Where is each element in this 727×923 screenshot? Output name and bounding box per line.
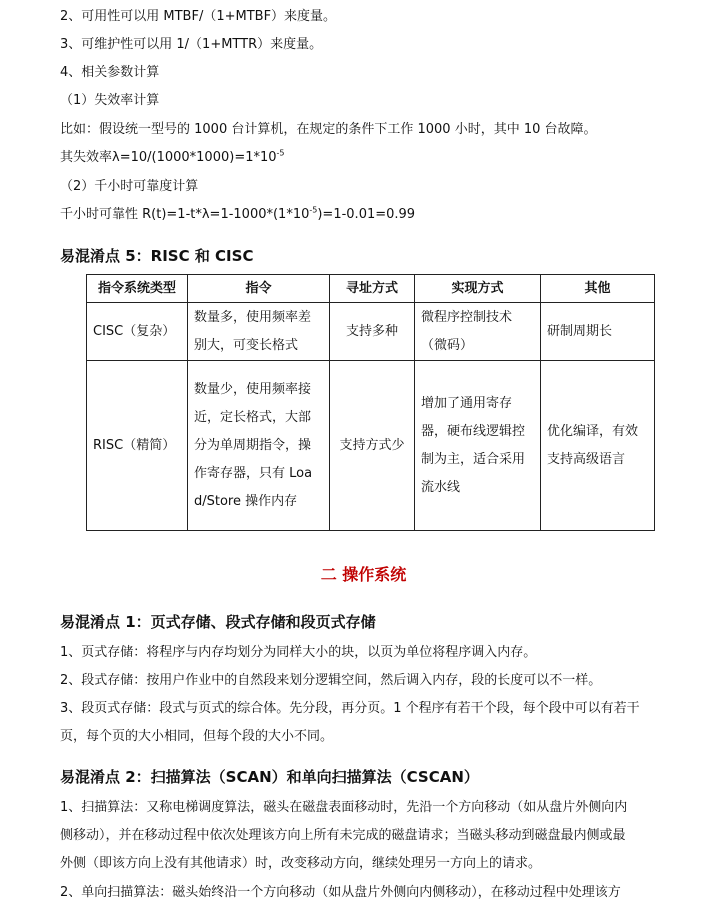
section-title-os: 二 操作系统 <box>320 565 407 584</box>
failure-rate-exponent: -5 <box>276 148 285 158</box>
table-row <box>87 361 655 531</box>
table-cell-other: 研制周期长 <box>541 303 655 361</box>
failure-rate-formula <box>60 149 285 167</box>
risc-cisc-heading: 易混淆点 5：RISC 和 CISC <box>60 247 254 265</box>
table-cell-other: 优化编译，有效支持高级语言 <box>541 361 655 531</box>
table-cell-addressing: 支持多种 <box>330 303 415 361</box>
paging-item-3-line-2: 页，每个页的大小相同，但每个段的大小不同。 <box>60 729 334 744</box>
param-calc-heading: 4、相关参数计算 <box>60 65 160 80</box>
reliability-formula-result: )=1-0.01=0.99 <box>317 207 416 222</box>
paging-item-1: 1、页式存储：将程序与内存均划分为同样大小的块，以页为单位将程序调入内存。 <box>60 645 537 660</box>
paging-heading: 易混淆点 1：页式存储、段式存储和段页式存储 <box>60 613 376 631</box>
scan-item-2-line-1: 2、单向扫描算法：磁头始终沿一个方向移动（如从盘片外侧向内侧移动），在移动过程中处理该方 <box>60 885 621 900</box>
failure-rate-subheading: （1）失效率计算 <box>60 93 160 108</box>
table-row <box>87 303 655 361</box>
column-header: 指令 <box>188 275 330 303</box>
failure-example-line: 比如：假设统一型号的 1000 台计算机，在规定的条件下工作 1000 小时，其中 10 台故障。 <box>60 122 597 137</box>
column-header: 实现方式 <box>415 275 541 303</box>
column-header: 指令系统类型 <box>87 275 188 303</box>
table-cell-addressing: 支持方式少 <box>330 361 415 531</box>
scan-item-1-line-3: 外侧（即该方向上没有其他请求）时，改变移动方向，继续处理另一方向上的请求。 <box>60 856 542 871</box>
column-header: 其他 <box>541 275 655 303</box>
table-header-row <box>87 275 655 303</box>
scan-heading: 易混淆点 2：扫描算法（SCAN）和单向扫描算法（CSCAN） <box>60 768 479 786</box>
reliability-subheading: （2）千小时可靠度计算 <box>60 179 199 194</box>
failure-rate-formula-text: 其失效率λ=10/(1000*1000)=1*10 <box>60 150 277 165</box>
maintainability-line: 3、可维护性可以用 1/（1+MTTR）来度量。 <box>60 37 323 52</box>
paging-item-2: 2、段式存储：按用户作业中的自然段来划分逻辑空间，然后调入内存，段的长度可以不一样。 <box>60 673 602 688</box>
table-cell-implementation: 微程序控制技术（微码） <box>415 303 541 361</box>
column-header: 寻址方式 <box>330 275 415 303</box>
table-cell-instruction: 数量多，使用频率差别大，可变长格式 <box>188 303 330 361</box>
table-cell-instruction: 数量少，使用频率接近，定长格式，大部分为单周期指令，操作寄存器，只有 Load/Store 操作内存 <box>188 361 330 531</box>
risc-cisc-table <box>86 274 655 531</box>
paging-item-3-line-1: 3、段页式存储：段式与页式的综合体。先分段，再分页。1 个程序有若干个段，每个段中可以有若干 <box>60 701 640 716</box>
table-cell-type: CISC（复杂） <box>87 303 188 361</box>
reliability-formula-text: 千小时可靠性 R(t)=1-t*λ=1-1000*(1*10 <box>60 207 310 222</box>
scan-item-1-line-2: 侧移动），并在移动过程中依次处理该方向上所有未完成的磁盘请求；当磁头移动到磁盘最内侧或最 <box>60 828 626 843</box>
reliability-formula <box>60 206 415 224</box>
availability-line: 2、可用性可以用 MTBF/（1+MTBF）来度量。 <box>60 9 337 24</box>
table-cell-implementation: 增加了通用寄存器，硬布线逻辑控制为主，适合采用流水线 <box>415 361 541 531</box>
table-cell-type: RISC（精简） <box>87 361 188 531</box>
scan-item-1-line-1: 1、扫描算法：又称电梯调度算法，磁头在磁盘表面移动时，先沿一个方向移动（如从盘片外侧向内 <box>60 800 628 815</box>
reliability-exponent: -5 <box>309 205 318 215</box>
